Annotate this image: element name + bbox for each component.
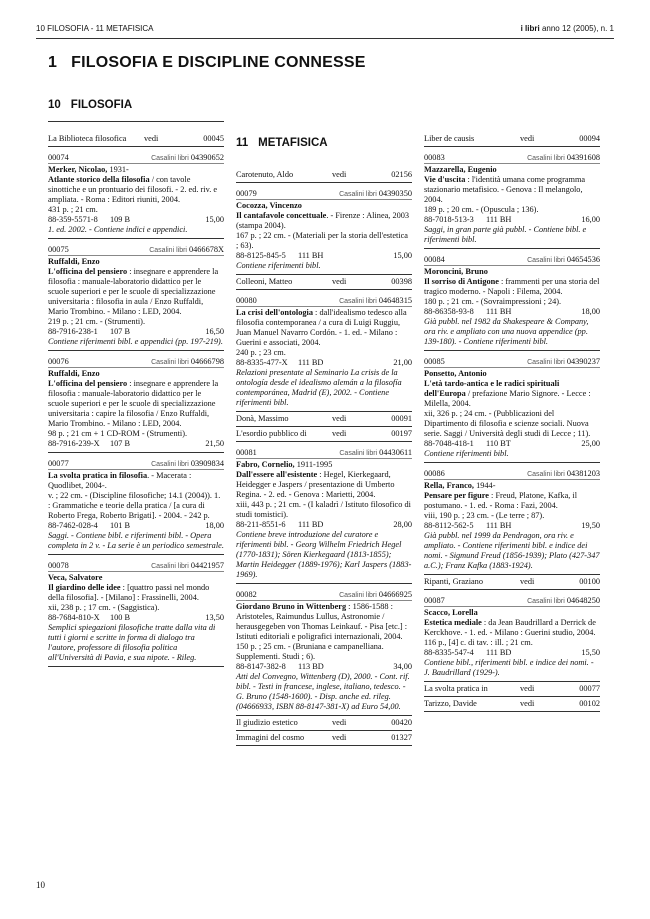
entry-physical: xii, 326 p. ; 24 cm. - (Pubblicazioni del Dipartimento di filosofia e scienze sociali. Nuova serie. Saggi / Università degli studi di Lecce ; 11).: [424, 409, 591, 438]
author-name: Merker, Nicolao,: [48, 165, 108, 174]
cross-reference: [236, 429, 412, 442]
entry-header: [424, 357, 600, 368]
xref-see: vedi: [332, 733, 347, 742]
isbn: 88-7462-028-4: [48, 521, 98, 530]
author-dates: 1944-: [476, 481, 496, 490]
author-name: Rella, Franco,: [424, 481, 475, 490]
entry-description: [48, 471, 224, 491]
entry-physical: 116 p., [4] c. di tav. : ill. ; 21 cm.: [424, 638, 533, 647]
entry-code: [151, 561, 224, 572]
catalog-entry: [236, 590, 412, 716]
author-dates: 1911-1995: [296, 460, 333, 469]
price: 19,50: [581, 521, 600, 530]
entry-isbn-line: [48, 521, 224, 531]
entry-number: 00084: [424, 255, 445, 264]
entry-physical: 150 p. ; 25 cm. - (Bruniana e campanelliana. Supplementi. Studi ; 6).: [236, 642, 384, 661]
xref-number: 00398: [391, 277, 412, 286]
price: 21,50: [205, 439, 224, 448]
entry-physical: 98 p. ; 21 cm + 1 CD-ROM - (Strumenti).: [48, 429, 188, 438]
code-value: 04390652: [190, 153, 224, 162]
isbn: 88-7916-238-1: [48, 327, 98, 336]
entry-imprint: : da Jean Baudrillard a Derrick de Kerckhove. - 1. ed. - Milano : Guerini studio, 2004.: [424, 618, 596, 637]
catalog-entry: [48, 459, 224, 555]
section-title: FILOSOFIA E DISCIPLINE CONNESSE: [71, 54, 366, 71]
entry-isbn-line: [48, 439, 224, 449]
casalini-label: Casalini libri: [149, 247, 187, 254]
xref-number: 01327: [391, 733, 412, 742]
catalog-entry: [48, 153, 224, 239]
code-value: 03909834: [190, 459, 224, 468]
xref-see: vedi: [144, 134, 159, 143]
price: 21,00: [393, 358, 412, 367]
classification: 110 BT: [486, 439, 511, 448]
entry-note: Contiene riferimenti bibl.: [236, 261, 321, 270]
entry-title: Estetica mediale: [424, 618, 482, 627]
column-2: [236, 168, 412, 746]
cross-reference: [424, 134, 600, 147]
price: 15,50: [581, 648, 600, 657]
entry-description: [48, 583, 224, 603]
entry-isbn-line: [424, 439, 600, 449]
xref-number: 00077: [579, 684, 600, 693]
classification: 111 BH: [486, 521, 512, 530]
code-value: 04666798: [190, 357, 224, 366]
entry-header: [424, 596, 600, 607]
subsection-number: 10: [48, 99, 61, 111]
entry-author: [48, 573, 224, 583]
entry-description: [236, 470, 412, 500]
cross-reference: [48, 134, 224, 147]
author-name: Fabro, Cornelio,: [236, 460, 295, 469]
catalog-entry: [236, 189, 412, 275]
entry-title: Il giardino delle idee: [48, 583, 121, 592]
cross-reference: [424, 699, 600, 712]
code-value: 04430611: [379, 448, 412, 457]
entry-number: 00079: [236, 189, 257, 198]
catalog-entry: [424, 357, 600, 463]
isbn: 88-8125-845-5: [236, 251, 286, 260]
code-value: 0466678X: [188, 245, 224, 254]
entry-note: Già pubbl. nel 1982 da Shakespeare & Company, ora riv. e ampliato con una nuova appendice (pp. 139-180). - Contiene riferimenti bibl.: [424, 317, 589, 346]
entry-isbn-line: [48, 215, 224, 225]
entry-author: [48, 257, 224, 267]
entry-header: [236, 590, 412, 601]
casalini-label: Casalini libri: [527, 471, 565, 478]
classification: 111 BH: [486, 215, 512, 224]
isbn: 88-7048-418-1: [424, 439, 474, 448]
xref-heading: Tarizzo, Davide: [424, 699, 477, 708]
xref-see: vedi: [332, 414, 347, 423]
entry-code: [527, 357, 600, 368]
entry-number: 00087: [424, 596, 445, 605]
xref-heading: La Biblioteca filosofica: [48, 134, 127, 143]
entry-note: Saggi. - Contiene bibl. e riferimenti bibl. - Opera completa in 2 v. - La serie è un periodico semestrale.: [48, 531, 224, 550]
entry-isbn-line: [236, 520, 412, 530]
classification: 107 B: [110, 439, 131, 448]
entry-note: Contiene breve introduzione del curatore e riferimenti bibl. - Georg Wilhelm Friedrich Hegel (1770-1831); Sören Kierkegaard (1813-1855); Martin Heidegger (1889-1976); Karl Jaspers (1883-1969).: [236, 530, 412, 579]
entry-note: Semplici spiegazioni filosofiche tratte dalla vita di tutti i giorni e scritte in forma di dialogo tra l'autore, professore di filosofia politica all'Università di Pavia, e sua nipote. - Rileg.: [48, 623, 216, 662]
xref-number: 00091: [391, 414, 412, 423]
author-name: Moroncini, Bruno: [424, 267, 488, 276]
price: 13,50: [205, 613, 224, 622]
isbn: 88-7916-239-X: [48, 439, 100, 448]
entry-note: Relazioni presentate al Seminario La crisis de la ontología desde el idealismo alemán a la filosofía contemporánea, Madrid (E), 2002. - Contiene riferimenti bibl.: [236, 368, 402, 407]
xref-see: vedi: [520, 684, 535, 693]
subsection-title: FILOSOFIA: [70, 99, 133, 111]
entry-header: [236, 448, 412, 459]
author-name: Scacco, Lorella: [424, 608, 478, 617]
entry-note: Saggi, in gran parte già pubbl. - Contiene bibl. e riferimenti bibl.: [424, 225, 587, 244]
entry-header: [236, 189, 412, 200]
entry-imprint: : 1586-1588 : Aristoteles, Raimundus Lullus, Astronomie / herausgegeben von Thomas Leinkauf. - Pisa [etc.] : Istituti editoriali e poligrafici internazionali, 2004.: [236, 602, 408, 641]
isbn: 88-7684-810-X: [48, 613, 100, 622]
entry-physical: 189 p. ; 20 cm. - (Opuscula ; 136).: [424, 205, 539, 214]
entry-code: [527, 596, 600, 607]
entry-imprint: : l'identità umana come programma stazionario metafisico. - Genova : Il melangolo, 2004.: [424, 175, 586, 204]
subsection-heading-filosofia: [48, 99, 142, 111]
entry-code: [151, 357, 224, 368]
entry-number: 00075: [48, 245, 69, 254]
xref-heading: La svolta pratica in: [424, 684, 488, 693]
xref-heading: Immagini del cosmo: [236, 733, 305, 742]
entry-isbn-line: [424, 307, 600, 317]
entry-number: 00082: [236, 590, 257, 599]
entry-imprint: : Freud, Platone, Kafka, il postumano. - 1. ed. - Roma : Fazi, 2004.: [424, 491, 578, 510]
xref-number: 00420: [391, 718, 412, 727]
entry-title: La svolta pratica in filosofia: [48, 471, 148, 480]
classification: 111 BH: [486, 307, 512, 316]
entry-physical: v. ; 22 cm. - (Discipline filosofiche; 14.1 (2004)). 1. : Grammatiche e teorie della pratica / [a cura di Roberto Frega, Roberto Brigati]. - 2004. - 242 p.: [48, 491, 221, 520]
author-name: Ruffaldi, Enzo: [48, 369, 100, 378]
code-value: 04648315: [378, 296, 412, 305]
entry-physical: 167 p. ; 22 cm. - (Materiali per la storia dell'estetica ; 63).: [236, 231, 408, 250]
entry-note: Contiene riferimenti bibl. e appendici (pp. 197-219).: [48, 337, 223, 346]
entry-imprint: : Hegel, Kierkegaard, Heidegger e Jaspers / presentazione di Umberto Regina. - 2. ed. - Genova : Marietti, 2004.: [236, 470, 395, 499]
author-name: Veca, Salvatore: [48, 573, 103, 582]
catalog-entry: [424, 469, 600, 575]
price: 18,00: [205, 521, 224, 530]
entry-imprint: : frammenti per una storia del tragico moderno. - Napoli : Filema, 2004.: [424, 277, 600, 296]
xref-heading: Colleoni, Matteo: [236, 277, 293, 286]
price: 18,00: [581, 307, 600, 316]
catalog-entry: [48, 357, 224, 453]
entry-author: [424, 267, 600, 277]
entry-code: [339, 189, 412, 200]
entry-isbn-line: [236, 358, 412, 368]
entry-header: [236, 296, 412, 307]
entry-title: Atlante storico della filosofia: [48, 175, 150, 184]
entry-description: [236, 308, 412, 348]
entry-header: [424, 153, 600, 164]
xref-heading: Donà, Massimo: [236, 414, 289, 423]
cross-reference: [236, 277, 412, 290]
code-value: 04390237: [566, 357, 600, 366]
entry-description: [48, 267, 224, 317]
xref-see: vedi: [520, 134, 535, 143]
entry-imprint: : insegnare e apprendere la filosofia : manuale-laboratorio didattico per le scuole superiori e per le scuole di specializzazione universitaria : filosofia in aula / Enzo Ruffaldi, Mario Trombino. - Milano : LED, 2004.: [48, 267, 219, 316]
xref-heading: Liber de causis: [424, 134, 475, 143]
column-1: [48, 132, 224, 667]
code-value: 04421957: [190, 561, 224, 570]
classification: 113 BD: [298, 662, 324, 671]
price: 34,00: [393, 662, 412, 671]
classification: 101 B: [110, 521, 131, 530]
entry-isbn-line: [424, 215, 600, 225]
entry-author: [424, 165, 600, 175]
entry-number: 00080: [236, 296, 257, 305]
casalini-label: Casalini libri: [339, 592, 377, 599]
entry-description: [424, 175, 600, 205]
entry-description: [424, 379, 600, 409]
entry-code: [527, 153, 600, 164]
entry-code: [151, 459, 224, 470]
entry-note: Contiene riferimenti bibl.: [424, 449, 509, 458]
xref-number: 02156: [391, 170, 412, 179]
entry-author: [424, 369, 600, 379]
casalini-label: Casalini libri: [527, 155, 565, 162]
entry-physical: xiii, 443 p. ; 21 cm. - (I kaladrì / Istituto filosofico di studi tomistici).: [236, 500, 411, 519]
entry-title: La crisi dell'ontologia: [236, 308, 313, 317]
entry-physical: viii, 190 p. ; 23 cm. - (Le terre ; 87).: [424, 511, 545, 520]
catalog-entry: [424, 153, 600, 249]
entry-code: [151, 153, 224, 164]
xref-number: 00094: [579, 134, 600, 143]
xref-number: 00102: [579, 699, 600, 708]
catalog-entry: [424, 255, 600, 351]
isbn: 88-86358-93-8: [424, 307, 474, 316]
entry-number: 00085: [424, 357, 445, 366]
entry-title: L'officina del pensiero: [48, 267, 128, 276]
entry-title: Il cantafavole concettuale: [236, 211, 327, 220]
entry-number: 00076: [48, 357, 69, 366]
isbn: 88-211-8551-6: [236, 520, 286, 529]
entry-number: 00081: [236, 448, 257, 457]
cross-reference: [236, 718, 412, 731]
entry-code: [339, 296, 412, 307]
casalini-label: Casalini libri: [151, 359, 189, 366]
entry-author: [236, 460, 412, 470]
running-header: [36, 24, 614, 36]
isbn: 88-359-5571-8: [48, 215, 98, 224]
catalog-entry: [236, 296, 412, 412]
classification: 111 BD: [298, 358, 324, 367]
entry-header: [48, 561, 224, 572]
code-value: 04391608: [566, 153, 600, 162]
casalini-label: Casalini libri: [527, 598, 565, 605]
section-heading: [48, 54, 380, 72]
xref-number: 00100: [579, 577, 600, 586]
xref-see: vedi: [332, 718, 347, 727]
entry-imprint: / con tavole sinottiche e un prontuario dei filosofi. - 2. ed. riv. e ampliata. - Roma : Editori riuniti, 2004.: [48, 175, 218, 204]
classification: 109 B: [110, 215, 131, 224]
entry-title: Pensare per figure: [424, 491, 489, 500]
entry-number: 00086: [424, 469, 445, 478]
subsection-rule: [48, 121, 224, 122]
isbn: 88-8147-382-8: [236, 662, 286, 671]
entry-code: [149, 245, 224, 256]
isbn: 88-7018-513-3: [424, 215, 474, 224]
price: 15,00: [393, 251, 412, 260]
issue-label: anno 12 (2005), n. 1: [541, 24, 614, 33]
entry-physical: 180 p. ; 21 cm. - (Sovraimpressioni ; 24).: [424, 297, 562, 306]
author-name: Cocozza, Vincenzo: [236, 201, 302, 210]
entry-number: 00083: [424, 153, 445, 162]
xref-see: vedi: [520, 699, 535, 708]
entry-imprint: : dall'idealismo tedesco alla filosofia contemporanea / a cura di Luigi Ruggiu, Juan Manuel Navarro Cordón. - 1. ed. - Milano : Guerini e associati, 2004.: [236, 308, 407, 347]
subsection-number: 11: [236, 137, 249, 149]
price: 16,50: [205, 327, 224, 336]
header-journal-issue: [521, 24, 614, 33]
xref-heading: L'esordio pubblico di: [236, 429, 307, 438]
casalini-label: Casalini libri: [527, 359, 565, 366]
price: 25,00: [581, 439, 600, 448]
entry-imprint: : [quattro passi nel mondo della filosofia]. - [Milano] : Frassinelli, 2004.: [48, 583, 210, 602]
cross-reference: [424, 684, 600, 697]
code-value: 04666925: [378, 590, 412, 599]
price: 28,00: [393, 520, 412, 529]
entry-description: [48, 379, 224, 429]
xref-see: vedi: [332, 170, 347, 179]
entry-isbn-line: [48, 613, 224, 623]
subsection-title: METAFISICA: [258, 137, 328, 149]
author-name: Ponsetto, Antonio: [424, 369, 487, 378]
entry-description: [236, 602, 412, 642]
subsection-heading-metafisica: [236, 137, 338, 149]
code-value: 04390350: [378, 189, 412, 198]
entry-note: Già pubbl. nel 1999 da Pendragon, ora riv. e ampliato. - Contiene riferimenti bibl. e indice dei nomi. - Sigmund Freud (1856-1939); Plato (427-347 a.C.); Franz Kafka (1883-1924).: [424, 531, 600, 570]
journal-name: i libri: [520, 24, 540, 33]
entry-isbn-line: [424, 648, 600, 658]
entry-imprint: / prefazione Mario Signore. - Lecce : Milella, 2004.: [424, 389, 591, 408]
entry-physical: xii, 238 p. ; 17 cm. - (Saggistica).: [48, 603, 160, 612]
page-number: 10: [36, 880, 45, 890]
header-rule: [36, 38, 614, 39]
xref-see: vedi: [332, 429, 347, 438]
entry-code: [527, 469, 600, 480]
catalog-entry: [236, 448, 412, 584]
xref-heading: Carotenuto, Aldo: [236, 170, 294, 179]
entry-imprint: . - Macerata : Quodlibet, 2004-.: [48, 471, 192, 490]
entry-physical: 431 p. ; 21 cm.: [48, 205, 98, 214]
entry-header: [48, 153, 224, 164]
entry-isbn-line: [48, 327, 224, 337]
entry-code: [339, 590, 412, 601]
isbn: 88-8335-477-X: [236, 358, 288, 367]
xref-see: vedi: [520, 577, 535, 586]
entry-description: [424, 491, 600, 511]
entry-author: [48, 369, 224, 379]
entry-title: L'officina del pensiero: [48, 379, 128, 388]
entry-description: [236, 211, 412, 231]
catalog-entry: [424, 596, 600, 682]
entry-title: Il sorriso di Antigone: [424, 277, 499, 286]
code-value: 04648250: [566, 596, 600, 605]
cross-reference: [236, 733, 412, 746]
entry-header: [424, 255, 600, 266]
entry-isbn-line: [236, 251, 412, 261]
isbn: 88-8112-562-5: [424, 521, 474, 530]
entry-imprint: . - Firenze : Alinea, 2003 (stampa 2004).: [236, 211, 410, 230]
catalog-entry: [48, 561, 224, 667]
column-3: [424, 132, 600, 712]
cross-reference: [236, 414, 412, 427]
price: 16,00: [581, 215, 600, 224]
section-number: 1: [48, 54, 58, 71]
entry-code: [339, 448, 412, 459]
xref-number: 00045: [203, 134, 224, 143]
author-name: Ruffaldi, Enzo: [48, 257, 100, 266]
entry-header: [424, 469, 600, 480]
classification: 111 BD: [486, 648, 512, 657]
author-name: Mazzarella, Eugenio: [424, 165, 497, 174]
entry-author: [424, 481, 600, 491]
casalini-label: Casalini libri: [339, 298, 377, 305]
entry-header: [48, 357, 224, 368]
entry-title: L'età tardo-antica e le radici spirituali dell'Europa: [424, 379, 560, 398]
code-value: 04381203: [566, 469, 600, 478]
entry-physical: 240 p. ; 23 cm.: [236, 348, 286, 357]
entry-title: Giordano Bruno in Wittenberg: [236, 602, 347, 611]
entry-number: 00078: [48, 561, 69, 570]
casalini-label: Casalini libri: [339, 191, 377, 198]
entry-isbn-line: [236, 662, 412, 672]
entry-author: [424, 608, 600, 618]
xref-heading: Ripanti, Graziano: [424, 577, 483, 586]
classification: 111 BD: [298, 520, 324, 529]
xref-see: vedi: [332, 277, 347, 286]
casalini-label: Casalini libri: [339, 450, 378, 457]
entry-number: 00074: [48, 153, 69, 162]
casalini-label: Casalini libri: [151, 461, 189, 468]
isbn: 88-8335-547-4: [424, 648, 474, 657]
casalini-label: Casalini libri: [527, 257, 565, 264]
xref-heading: Il giudizio estetico: [236, 718, 298, 727]
casalini-label: Casalini libri: [151, 563, 189, 570]
entry-header: [48, 245, 224, 256]
entry-note: Contiene bibl., riferimenti bibl. e indice dei nomi. - J. Baudrillard (1929-).: [424, 658, 594, 677]
entry-author: [236, 201, 412, 211]
author-dates: 1931-: [109, 165, 129, 174]
price: 15,00: [205, 215, 224, 224]
entry-physical: 219 p. ; 21 cm. - (Strumenti).: [48, 317, 146, 326]
catalog-entry: [48, 245, 224, 351]
classification: 111 BH: [298, 251, 324, 260]
classification: 107 B: [110, 327, 131, 336]
xref-number: 00197: [391, 429, 412, 438]
entry-author: [48, 165, 224, 175]
entry-isbn-line: [424, 521, 600, 531]
entry-imprint: : insegnare e apprendere la filosofia : manuale-laboratorio didattico per le scuole superiori e per le scuole di specializzazione universitaria : capire la filosofia / Enzo Ruffaldi, Mario Trombino. - Milano : LED, 2004.: [48, 379, 219, 428]
header-section-label: 10 FILOSOFIA - 11 METAFISICA: [36, 24, 154, 33]
cross-reference: [236, 170, 412, 183]
code-value: 04654536: [566, 255, 600, 264]
entry-description: [424, 277, 600, 297]
entry-title: Vie d'uscita: [424, 175, 466, 184]
entry-description: [48, 175, 224, 205]
entry-title: Dall'essere all'esistente: [236, 470, 318, 479]
entry-description: [424, 618, 600, 638]
casalini-label: Casalini libri: [151, 155, 189, 162]
entry-code: [527, 255, 600, 266]
entry-number: 00077: [48, 459, 69, 468]
entry-note: Atti del Convegno, Wittenberg (D), 2000. - Cont. rif. bibl. - Testi in francese, inglese, italiano, tedesco. - G. Bruno (1548-1600). - Disp. anche ed. rileg. (04666933, ISBN 88-8147-381-X) ad Euro 54,00.: [236, 672, 410, 711]
classification: 100 B: [110, 613, 131, 622]
entry-header: [48, 459, 224, 470]
cross-reference: [424, 577, 600, 590]
entry-note: 1. ed. 2002. - Contiene indici e appendici.: [48, 225, 188, 234]
